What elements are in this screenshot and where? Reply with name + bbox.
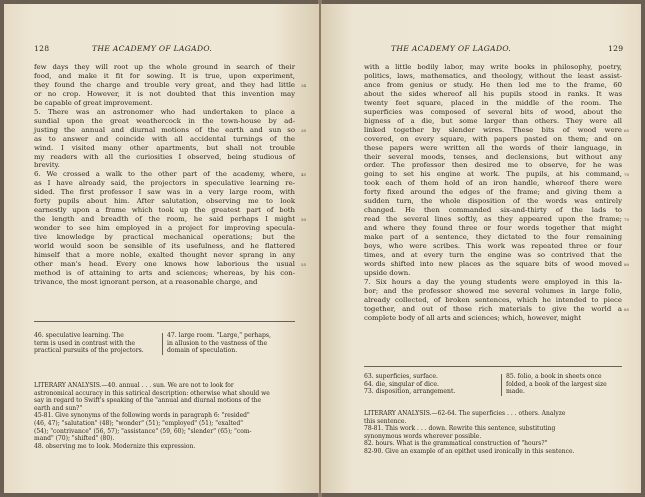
note-line: 85. folio, a book in sheets once — [506, 373, 602, 380]
line-number-marker: 34 — [301, 82, 307, 88]
left-page-number: 128 — [34, 44, 50, 53]
left-footnote-col-1 — [34, 332, 156, 355]
note-line: 45-81. Give synonyms of the following words in paragraph 6: "resided" — [34, 412, 250, 420]
body-line: or no crop. However, it is not doubted that this invention may — [34, 89, 295, 98]
right-running-head: THE ACADEMY OF LAGADO. — [391, 44, 512, 53]
note-line: 63. superficies, surface. — [364, 373, 438, 380]
body-line: wonder to see him employed in a project for improving specula- — [34, 224, 295, 233]
note-line: term is used in contrast with the — [34, 339, 135, 347]
line-number-marker: 55 — [301, 261, 307, 267]
note-line: 73. disposition, arrangement. — [364, 388, 456, 396]
line-number-marker: 45 — [301, 172, 307, 178]
note-line: (46, 47); "salutation" (48); "wonder" (51); "employed" (51); "exalted" — [34, 419, 243, 427]
body-line: brevity. — [34, 161, 60, 170]
body-line: forty fixed around the edges of the frame; and giving them a — [364, 188, 622, 197]
body-line: 7. Six hours a day the young students were employed in this la- — [364, 277, 622, 286]
body-line: together, and out of those rich materials to give the world a — [364, 304, 622, 313]
note-line: LITERARY ANALYSIS.—40. annual . . . sun. We are not to look for — [34, 382, 234, 389]
note-line: LITERARY ANALYSIS.—62-64. The superficies . . . others. Analyze — [364, 410, 566, 417]
right-page — [321, 4, 641, 493]
right-footnote-col-2 — [506, 373, 626, 396]
right-literary-analysis — [364, 410, 629, 456]
right-footnotes — [364, 373, 629, 401]
body-line: changed. He then commanded six-and-thirty of the lads to — [364, 206, 622, 215]
left-literary-analysis — [34, 382, 304, 450]
body-line: with a little bodily labor, may write books in philosophy, poetry, — [364, 63, 622, 71]
note-line: folded, a book of the largest size — [506, 380, 607, 388]
body-line: already collected, of broken sentences, which he intended to piece — [364, 295, 622, 304]
right-notes-rule — [364, 366, 622, 367]
line-number-marker: 70 — [624, 172, 630, 178]
body-line: wind. I visited many other apartments, but shall not trouble — [34, 143, 295, 152]
line-number-marker: 75 — [624, 217, 630, 223]
body-line: himself that a more noble, exalted thought never sprang in any — [34, 251, 295, 260]
note-line: 82-90. Give an example of an epithet used ironically in this sentence. — [364, 447, 575, 455]
line-number-marker: 65 — [624, 127, 630, 133]
body-line: bor; and the professor showed me several volumes in large folio, — [364, 286, 622, 295]
right-footnote-col-1 — [364, 373, 494, 396]
body-line: as I have already said, the projectors in speculative learning re- — [34, 179, 295, 188]
left-footnotes — [34, 332, 304, 362]
note-line: mand" (70); "shifted" (80). — [34, 435, 115, 443]
right-body-text — [364, 63, 622, 323]
body-line: boys, who were scribes. This work was repeated three or four — [364, 242, 622, 251]
body-line: their several moods, tenses, and declensions, but without any — [364, 152, 622, 161]
body-line: sundial upon the great weathercock in the town-house by ad- — [34, 116, 295, 125]
body-line: tive knowledge by practical mechanical operations; but the — [34, 233, 295, 242]
body-line: trivance, the most ignorant person, at a reasonable charge, and — [34, 277, 258, 286]
body-line: justing the annual and diurnal motions of the earth and sun so — [34, 125, 295, 134]
note-line: made. — [506, 388, 525, 396]
right-footnote-divider — [501, 374, 502, 396]
body-line: words shifted into new places as the square bits of wood moved — [364, 259, 622, 268]
body-line: 5. There was an astronomer who had undertaken to place a — [34, 107, 295, 116]
line-number-marker: 80 — [624, 261, 630, 267]
body-line: these papers were written all the words of their language, in — [364, 143, 622, 152]
note-line: 46. speculative learning. The — [34, 332, 124, 339]
body-line: took each of them hold of an iron handle, whereof there were — [364, 179, 622, 188]
body-line: sided. The first professor I saw was in a very large room, with — [34, 188, 295, 197]
left-page — [4, 4, 319, 493]
body-line: ance from genius or study. He then led me to the frame, 60 — [364, 80, 622, 89]
body-line: politics, laws, mathematics, and theology, without the least assist- — [364, 71, 622, 80]
body-line: linked together by slender wires. These bits of wood were — [364, 125, 622, 134]
body-line: as to answer and coincide with all accidental turnings of the — [34, 134, 295, 143]
line-number-marker: 50 — [301, 217, 307, 223]
body-line: and where they found three or four words together that might — [364, 224, 622, 233]
body-line: they found the charge and trouble very great, and they had little — [34, 80, 295, 89]
note-line: 78-81. This work . . . down. Rewrite this sentence, substituting — [364, 425, 556, 433]
body-line: order. The professor then desired me to observe, for he was — [364, 161, 622, 170]
line-number-marker: 85 — [624, 306, 630, 312]
body-line: read the several lines softly, as they appeared upon the frame; — [364, 215, 622, 224]
note-line: synonymous words wherever possible. — [364, 432, 482, 440]
body-line: sudden turn, the whole disposition of the words was entirely — [364, 197, 622, 206]
body-line: my readers with all the curiosities I observed, being studious of — [34, 152, 295, 161]
line-number-marker: 35 — [301, 127, 307, 133]
body-line: forty pupils about him. After salutation, observing me to look — [34, 197, 295, 206]
body-line: make part of a sentence, they dictated to the four remaining — [364, 233, 622, 242]
body-line: 6. We crossed a walk to the other part of the academy, where, — [34, 170, 295, 179]
left-body-text — [34, 63, 295, 287]
left-notes-rule — [34, 321, 295, 322]
note-line: 47. large room. "Large," perhaps, — [167, 332, 271, 339]
body-line: twenty feet square, placed in the middle of the room. The — [364, 98, 622, 107]
note-line: 48. observing me to look. Modernize this expression. — [34, 442, 196, 450]
body-line: food, and make it fit for sowing. It is true, upon experiment, — [34, 71, 295, 80]
body-line: upside down. — [364, 268, 411, 277]
note-line: this sentence. — [364, 417, 407, 425]
body-line: other man's head. Every one knows how laborious the usual — [34, 259, 295, 268]
note-line: 64. die, singular of dice. — [364, 380, 439, 388]
note-line: say in regard to Swift's speaking of the "annual and diurnal motions of the — [34, 397, 262, 405]
body-line: bigness of a die, but some larger than others. They were all — [364, 116, 622, 125]
note-line: domain of speculation. — [167, 347, 238, 355]
note-line: (54); "contrivance" (56, 57); "assistance" (59, 60); "slender" (65); "com- — [34, 427, 252, 435]
note-line: earth and sun?" — [34, 404, 83, 412]
body-line: going to set his engine at work. The pupils, at his command, — [364, 170, 622, 179]
body-line: superficies was composed of several bits of wood, about the — [364, 107, 622, 116]
body-line: earnestly upon a frame which took up the greatest part of both — [34, 206, 295, 215]
body-line: be capable of great improvement. — [34, 98, 153, 107]
body-line: about the sides whereof all his pupils stood in ranks. It was — [364, 89, 622, 98]
body-line: complete body of all arts and sciences; which, however, might — [364, 313, 582, 322]
body-line: the length and breadth of the room, he said perhaps I might — [34, 215, 295, 224]
left-running-head: THE ACADEMY OF LAGADO. — [92, 44, 213, 53]
note-line: astronomical accuracy in this satirical description: otherwise what should we — [34, 389, 270, 397]
body-line: method is of attaining to arts and sciences; whereas, by his con- — [34, 268, 295, 277]
body-line: times, and at every turn the engine was so contrived that the — [364, 251, 622, 260]
right-page-number: 129 — [608, 44, 624, 53]
note-line: 82. hours. What is the grammatical construction of "hours?" — [364, 440, 548, 448]
body-line: few days they will root up the whole ground in search of their — [34, 63, 295, 71]
note-line: practical pursuits of the projectors. — [34, 347, 144, 355]
left-footnote-divider — [162, 333, 163, 355]
note-line: in allusion to the vastness of the — [167, 339, 268, 347]
left-footnote-col-2 — [167, 332, 297, 355]
body-line: world would soon be sensible of its usefulness, and he flattered — [34, 242, 295, 251]
body-line: covered, on every square, with papers pasted on them; and on — [364, 134, 622, 143]
